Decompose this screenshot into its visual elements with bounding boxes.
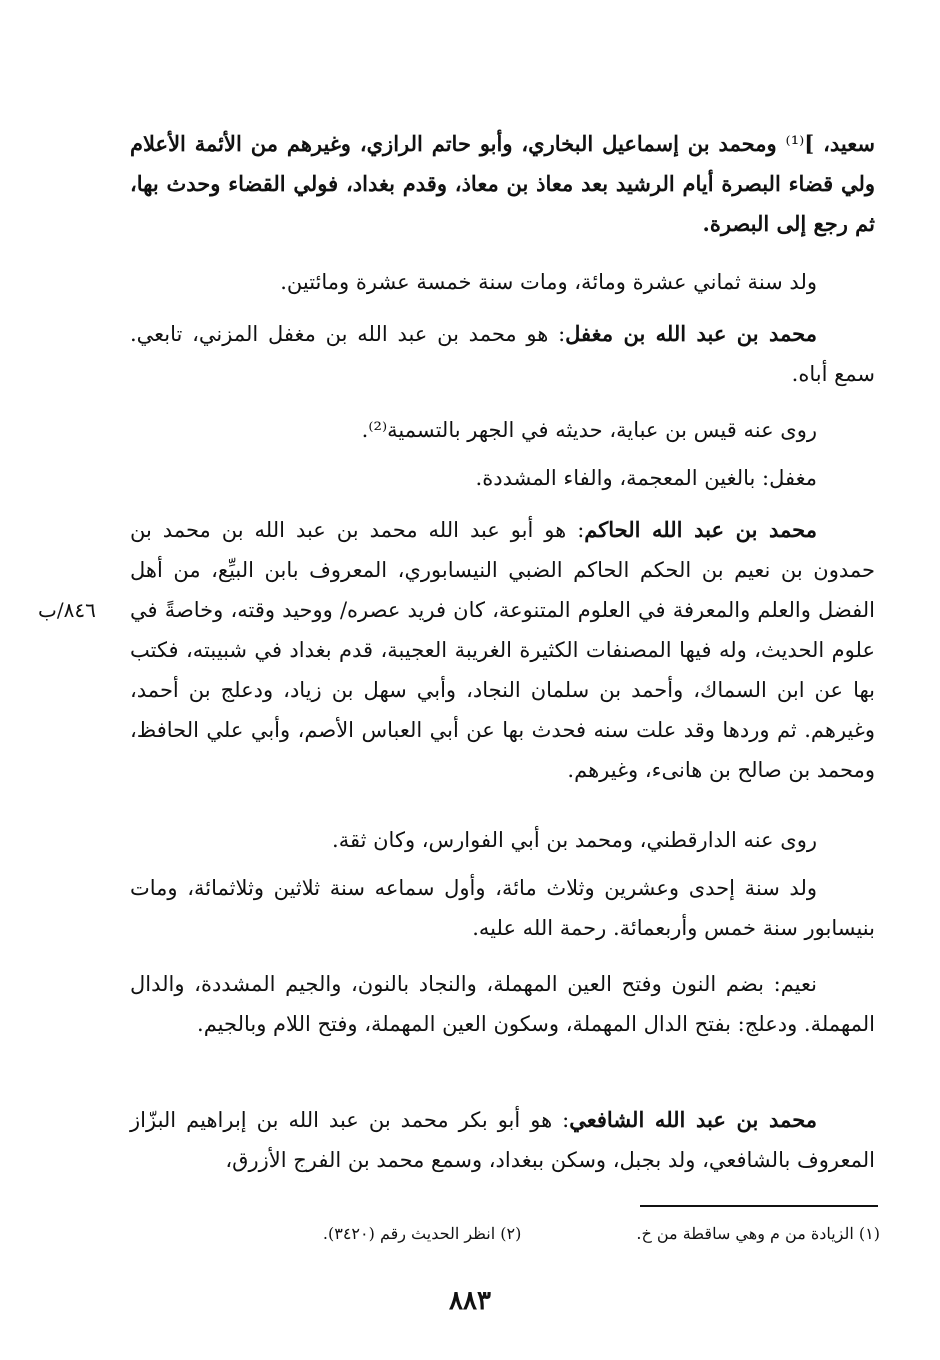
entry-heading: ومحمد بن إسماعيل البخاري، وأبو حاتم الرازي، وغيرهم من الأئمة الأعلام ولي قضاء البصرة أيام الرشيد بعد معاذ بن معاذ، وقدم بغداد، فولي القضاء وحدث بها، ثم رجع إلى البصرة. (130, 131, 875, 236)
paragraph-4 (130, 410, 875, 450)
entry-heading: محمد بن عبد الله الحاكم (584, 517, 817, 542)
page-number: ٨٨٣ (449, 1286, 491, 1316)
footnotes (250, 1224, 880, 1243)
paragraph-text: ⁽²⁾ (368, 418, 388, 442)
paragraph-9 (130, 964, 875, 1044)
paragraph-5 (130, 458, 875, 498)
paragraph-text: مغفل: بالغين المعجمة، والفاء المشددة. (475, 466, 817, 490)
footnote-2: (٢) انظر الحديث رقم (٣٤٢٠). (322, 1224, 522, 1243)
paragraph-8 (130, 868, 875, 948)
paragraph-text: ولد سنة إحدى وعشرين وثلاث مائة، وأول سماعه سنة ثلاثين وثلاثمائة، ومات بنيسابور سنة خمس وأربعمائة. رحمة الله عليه. (130, 876, 875, 940)
paragraph-text: روى عنه قيس بن عباية، حديثه في الجهر بالتسمية (387, 418, 817, 442)
paragraph-3 (130, 314, 875, 394)
paragraph-2 (130, 262, 875, 302)
paragraph-text: : هو محمد بن عبد الله بن مغفل المزني، تابعي. سمع أباه. (130, 322, 875, 386)
paragraph-text: ولد سنة ثماني عشرة ومائة، ومات سنة خمسة عشرة ومائتين. (280, 270, 817, 294)
paragraph-6 (130, 510, 875, 790)
entry-heading: محمد بن عبد الله بن مغفل (565, 321, 817, 346)
paragraph-10 (130, 1100, 875, 1180)
paragraph-text: ⁽¹⁾ (785, 132, 805, 156)
paragraph-text: : هو أبو بكر محمد بن عبد الله بن إبراهيم البزّاز المعروف بالشافعي، ولد بجبل، وسكن ببغداد، وسمع محمد بن الفرج الأزرق، (130, 1108, 875, 1172)
entry-heading: محمد بن عبد الله الشافعي (569, 1107, 818, 1132)
paragraph-text: . (361, 418, 369, 442)
margin-note: ٨٤٦/ب (38, 598, 96, 622)
paragraph-text: روى عنه الدارقطني، ومحمد بن أبي الفوارس، وكان ثقة. (332, 828, 817, 852)
footnote-1: (١) الزيادة من م وهي ساقطة من خ. (636, 1224, 880, 1243)
entry-heading: سعيد، ] (804, 131, 875, 156)
paragraph-1 (130, 124, 875, 244)
footnote-divider (640, 1205, 878, 1207)
paragraph-7 (130, 820, 875, 860)
paragraph-text: نعيم: بضم النون وفتح العين المهملة، والنجاد بالنون، والجيم المشددة، والدال المهملة. ودعلج: بفتح الدال المهملة، وسكون العين المهملة، وفتح اللام وبالجيم. (130, 972, 875, 1036)
paragraph-text: : هو أبو عبد الله محمد بن عبد الله بن محمد بن حمدون بن نعيم بن الحكم الحاكم الضبي النيسابوري، المعروف بابن البيِّع، من أهل الفضل والعلم والمعرفة في العلوم المتنوعة، كان فريد عصره/ ووحيد وقته، وخاصةً في علوم الحديث، وله فيها المصنفات الكثيرة الغريبة العجيبة، قدم بغداد في شبيبته، فكتب بها عن ابن السماك، وأحمد بن سلمان النجاد، وأبي سهل بن زياد، ودعلج بن أحمد، وغيرهم. ثم وردها وقد علت سنه فحدث بها عن أبي العباس الأصم، وأبي علي الحافظ، ومحمد بن صالح بن هانىء، وغيرهم. (130, 518, 875, 782)
